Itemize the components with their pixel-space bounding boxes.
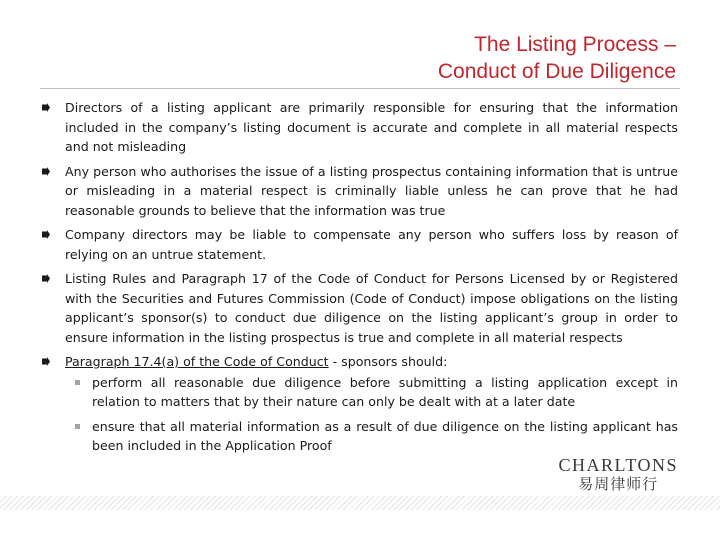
sub-bullet-item [65, 373, 678, 412]
bullet-text-after: - sponsors should: [328, 354, 448, 369]
square-bullet-icon [75, 424, 80, 429]
bullet-text: Company directors may be liable to compensate any person who suffers loss by reason of relying on an untrue statement. [65, 227, 678, 262]
logo-chinese-name: 易周律师行 [578, 475, 659, 493]
sub-bullet-item [65, 417, 678, 456]
sub-bullet-text: ensure that all material information as a result of due diligence on the listing applicant has been included in the Application Proof [92, 418, 678, 453]
bullet-text: Any person who authorises the issue of a listing prospectus containing information that is untrue or misleading in a material respect is criminally liable unless he can prove that he had reasonable grounds to believe that the information was true [65, 163, 678, 218]
bullet-item [42, 162, 678, 221]
bullet-icon [42, 103, 50, 112]
square-bullet-icon [75, 380, 80, 385]
bullet-text: Directors of a listing applicant are primarily responsible for ensuring that the information included in the company’s listing document is accurate and complete in all material respects and not misleading [65, 100, 678, 154]
bullet-icon [42, 274, 50, 283]
bullet-item [42, 98, 678, 157]
sub-bullet-text: perform all reasonable due diligence before submitting a listing application except in relation to matters that by their nature can only be dealt with at a later date [92, 374, 678, 409]
bullet-text-underlined: Paragraph 17.4(a) of the Code of Conduct [65, 354, 329, 369]
title-line-1: The Listing Process – [474, 33, 676, 56]
charltons-logo [558, 455, 678, 493]
bullet-list [42, 98, 678, 461]
bullet-text-after: ) impose obligations on the listing applicant’s sponsor(s) to conduct due diligence on the listing applicant’s group in order to ensure information in the listing prospectus is true and complete in all material respects [65, 290, 678, 345]
bullet-icon [42, 230, 50, 239]
title-line-2: Conduct of Due Diligence [437, 60, 676, 83]
bullet-icon [42, 167, 50, 176]
bullet-text-defined-term: Code of Conduct [354, 290, 461, 306]
logo-name: CHARLTONS [558, 455, 678, 475]
bullet-icon [42, 357, 50, 366]
footer-hatch-band [0, 496, 720, 510]
bullet-item [42, 269, 678, 347]
bullet-item [42, 225, 678, 264]
slide-title [438, 31, 676, 85]
bullet-text-before: Listing Rules and Paragraph 17 of the Code of Conduct for Persons Licensed by or Registered with the Securities and Futures Commission ( [65, 271, 678, 306]
title-divider [40, 88, 680, 89]
sub-bullet-list [65, 373, 678, 456]
bullet-item [42, 352, 678, 456]
